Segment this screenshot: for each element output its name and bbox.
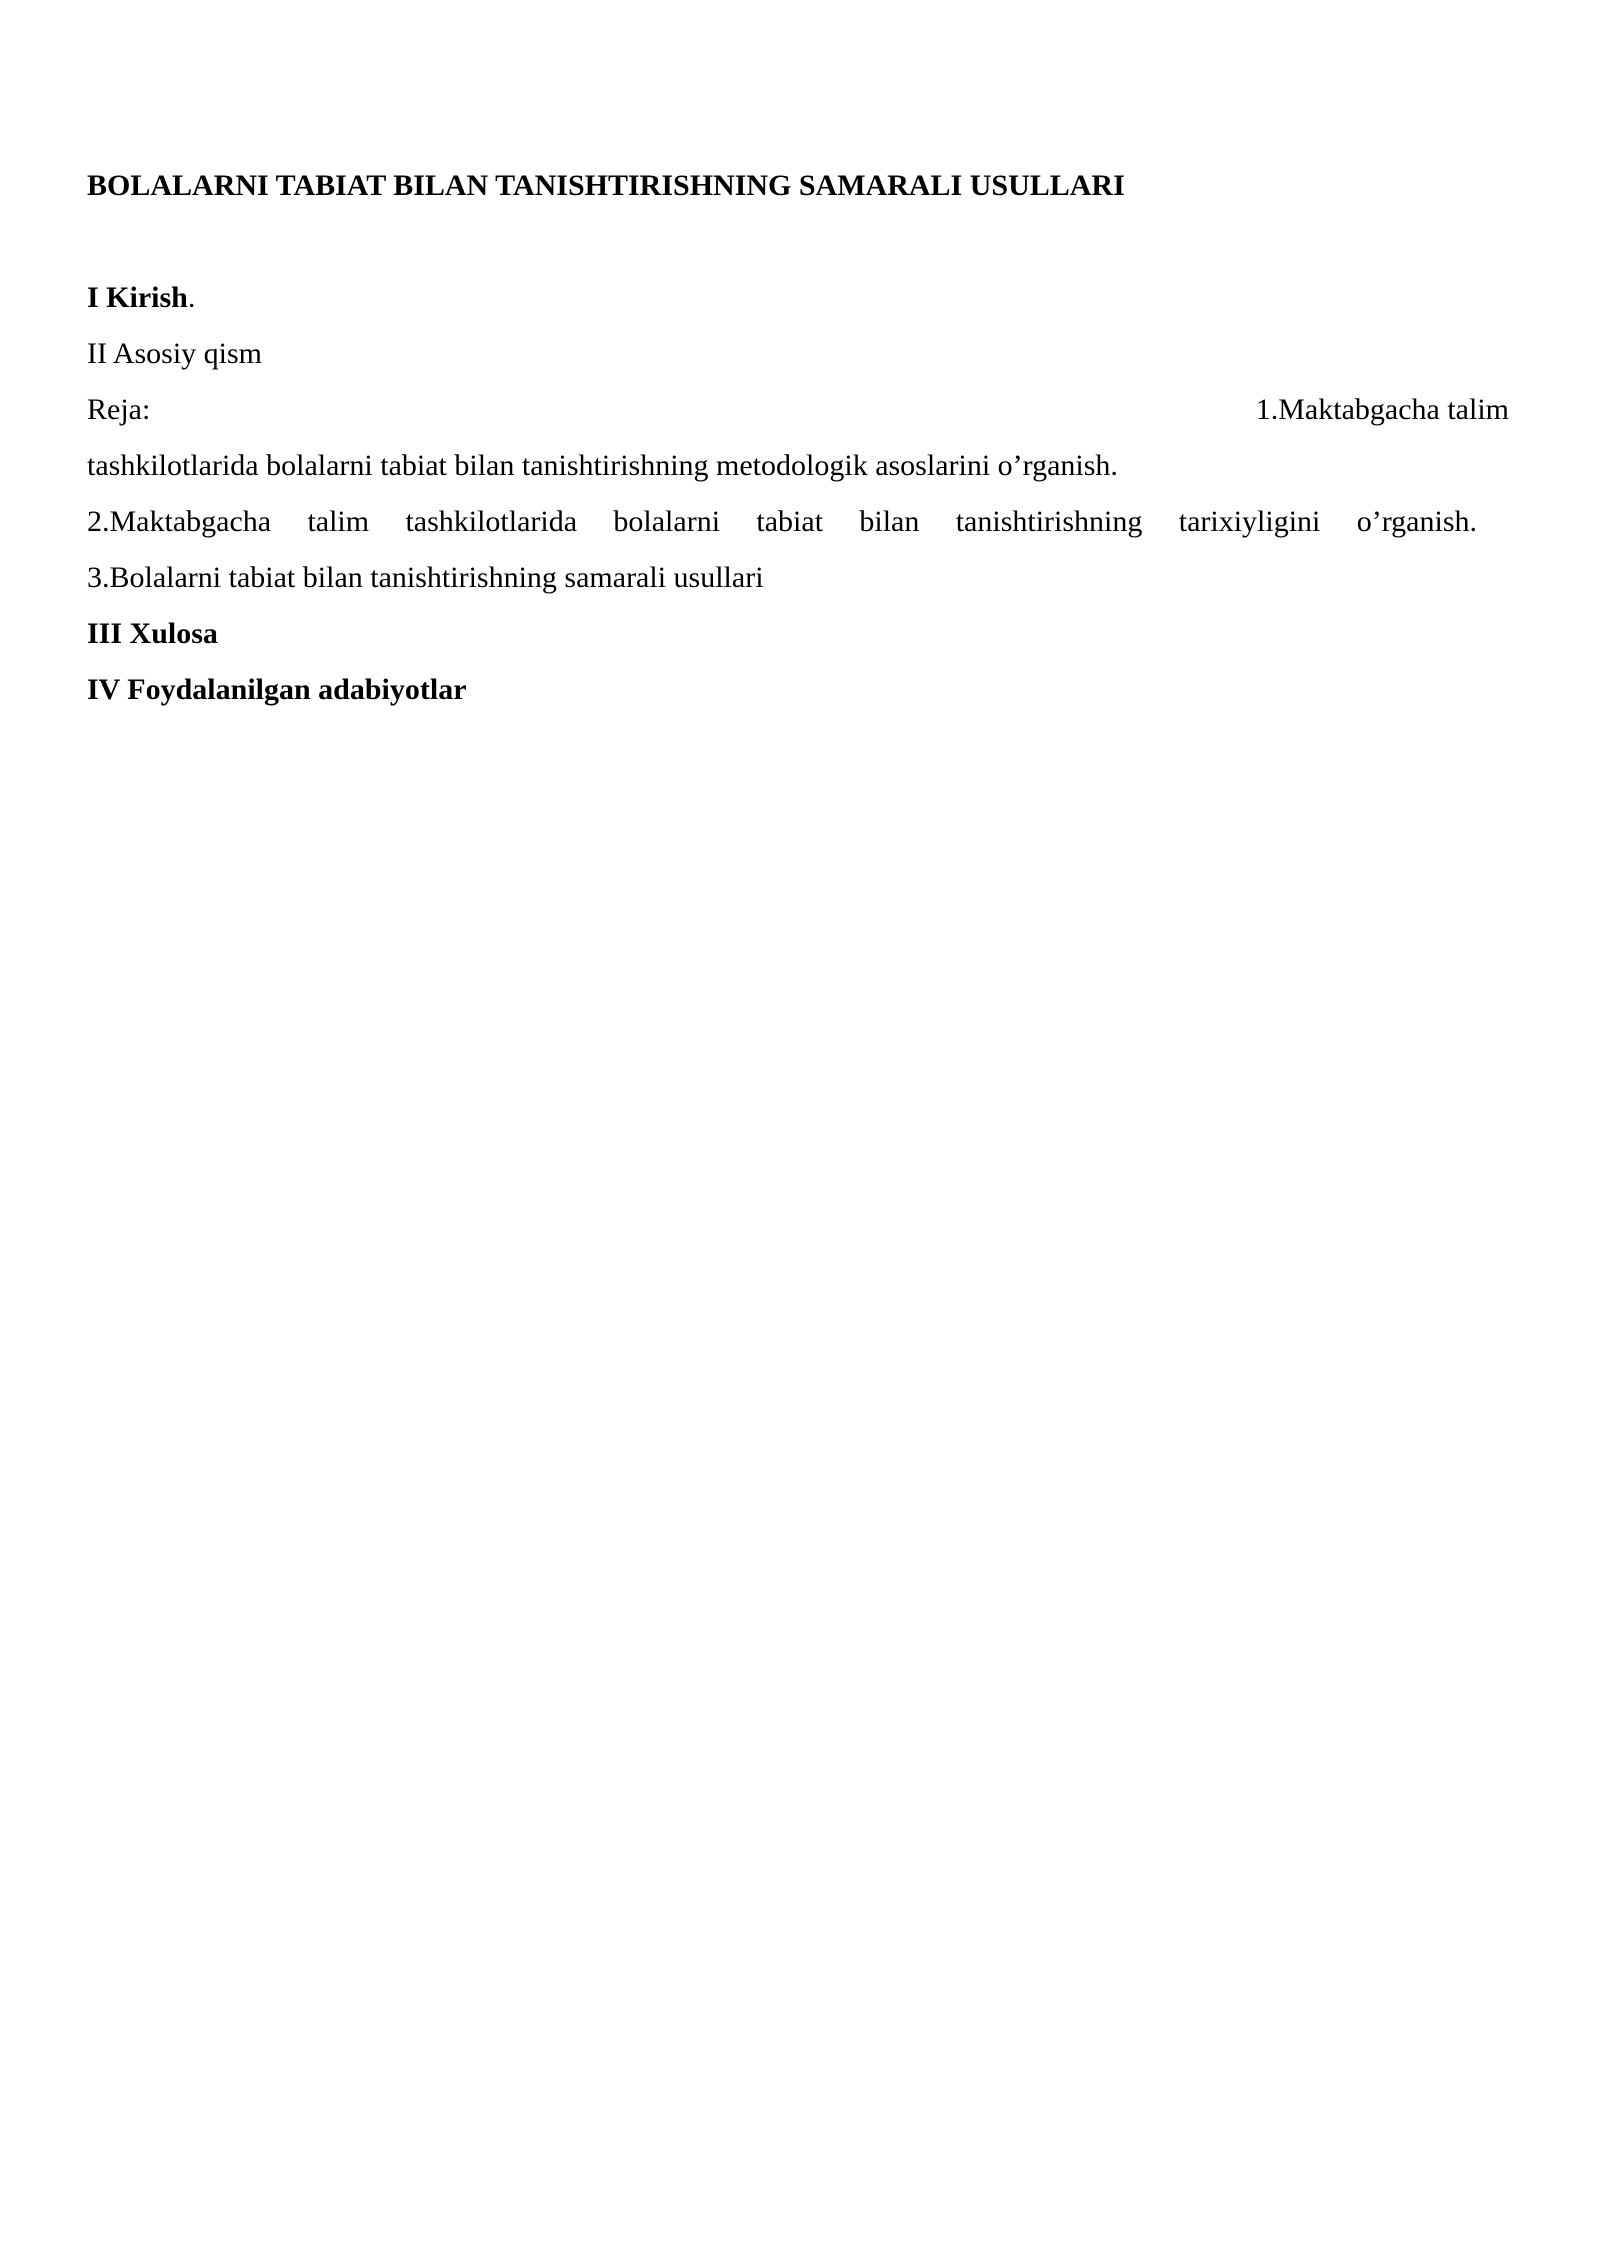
plan-item-3: 3.Bolalarni tabiat bilan tanishtirishning samarali usullari: [87, 561, 764, 594]
plan-item-2-word: tanishtirishning: [955, 505, 1143, 538]
document-title: BOLALARNI TABIAT BILAN TANISHTIRISHNING SAMARALI USULLARI: [87, 169, 1125, 202]
plan-label: Reja:: [87, 393, 151, 426]
plan-item-2-word: tabiat: [756, 505, 824, 538]
plan-item-2-word: talim: [307, 505, 370, 538]
plan-item-2-word: bolalarni: [613, 505, 721, 538]
main-part-heading: II Asosiy qism: [87, 337, 263, 370]
references-heading: IV Foydalanilgan adabiyotlar: [87, 673, 467, 706]
intro-label: I Kirish: [87, 281, 188, 314]
plan-item-1-start: 1.Maktabgacha talim: [1255, 393, 1509, 426]
plan-item-2-word: bilan: [859, 505, 920, 538]
plan-item-2-word: tarixiyligini: [1178, 505, 1321, 538]
intro-heading: [87, 278, 1509, 318]
intro-punct: .: [187, 281, 196, 314]
conclusion-heading: III Xulosa: [87, 617, 218, 650]
plan-item-2-word: 2.Maktabgacha: [87, 505, 272, 538]
plan-item-2-word: o’rganish.: [1356, 505, 1477, 538]
plan-line: [87, 390, 1509, 430]
plan-item-2: [87, 502, 1477, 542]
plan-item-2-word: tashkilotlarida: [405, 505, 578, 538]
plan-item-1-continuation: tashkilotlarida bolalarni tabiat bilan tanishtirishning metodologik asoslarini o’rganish.: [87, 449, 1118, 482]
